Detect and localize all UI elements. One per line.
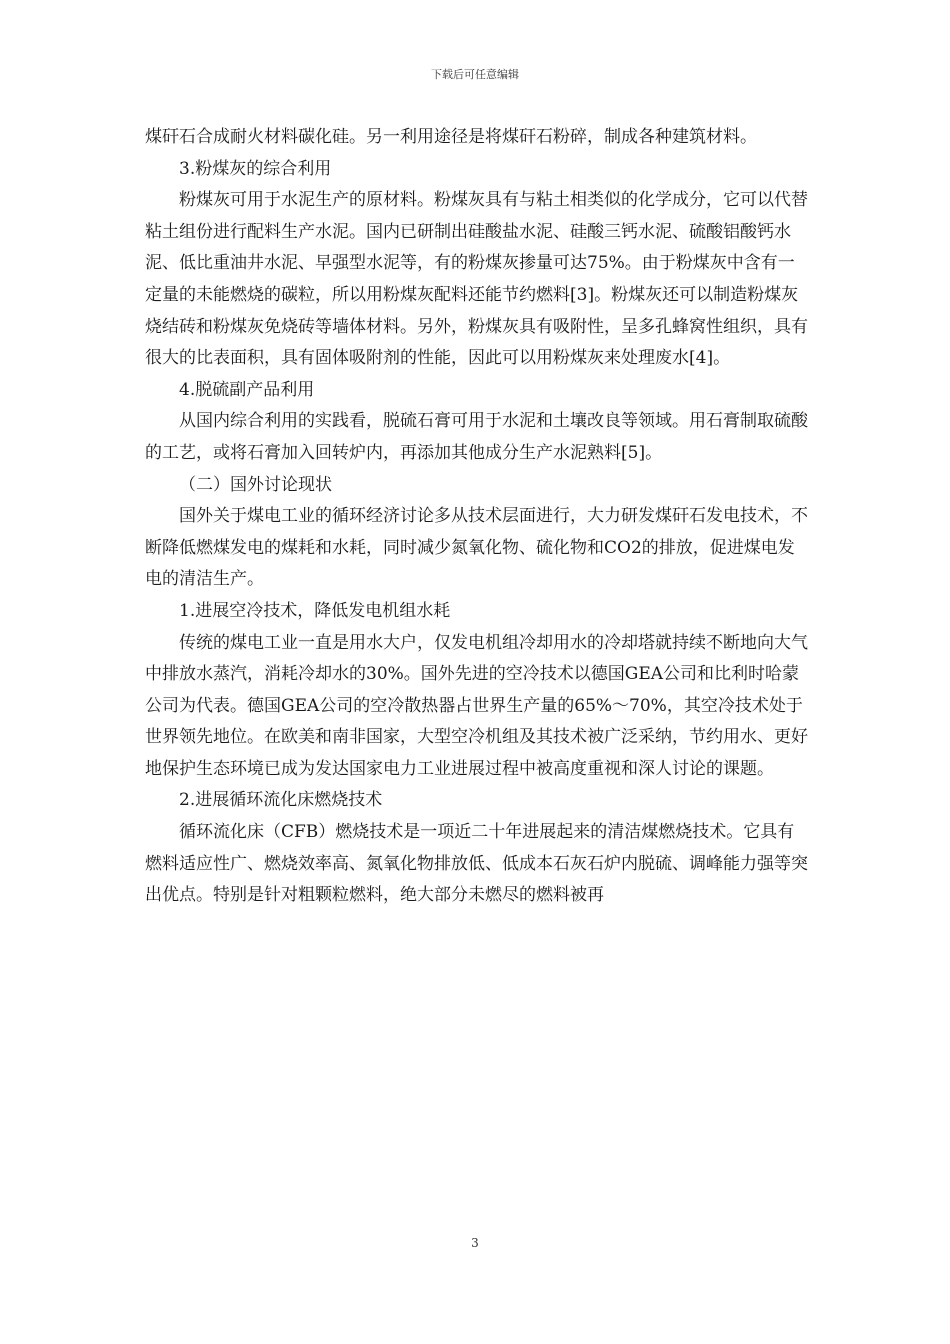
paragraph-desulfurization: 从国内综合利用的实践看，脱硫石膏可用于水泥和土壤改良等领域。用石膏制取硫酸的工艺，或将石膏加入回转炉内，再添加其他成分生产水泥熟料[5]。 xyxy=(145,411,808,463)
paragraph-cfb: 循环流化床（CFB）燃烧技术是一项近二十年进展起来的清洁煤燃烧技术。它具有燃料适应性广、燃烧效率高、氮氧化物排放低、低成本石灰石炉内脱硫、调峰能力强等突出优点。特别是针对粗颗粒燃料，绝大部分未燃尽的燃料被再 xyxy=(145,822,808,906)
page-number: 3 xyxy=(471,1236,479,1250)
document-body xyxy=(145,122,810,912)
section-heading-fly-ash: 3.粉煤灰的综合利用 xyxy=(179,158,332,179)
section-heading-desulfurization: 4.脱硫副产品利用 xyxy=(179,379,315,400)
paragraph-foreign-research: 国外关于煤电工业的循环经济讨论多从技术层面进行，大力研发煤矸石发电技术，不断降低燃煤发电的煤耗和水耗，同时减少氮氧化物、硫化物和CO2的排放，促进煤电发电的清洁生产。 xyxy=(145,506,808,590)
page-header: 下载后可任意编辑 xyxy=(431,68,519,81)
section-heading-air-cooling: 1.进展空冷技术，降低发电机组水耗 xyxy=(179,600,451,621)
section-heading-cfb: 2.进展循环流化床燃烧技术 xyxy=(179,790,383,811)
section-heading-foreign-research: （二）国外讨论现状 xyxy=(179,474,332,495)
paragraph-air-cooling: 传统的煤电工业一直是用水大户，仅发电机组冷却用水的冷却塔就持续不断地向大气中排放水蒸汽，消耗冷却水的30%。国外先进的空冷技术以德国GEA公司和比利时哈蒙公司为代表。德国GEA公司的空冷散热器占世界生产量的65%～70%，其空冷技术处于世界领先地位。在欧美和南非国家，大型空冷机组及其技术被广泛采纳，节约用水、更好地保护生态环境已成为发达国家电力工业进展过程中被高度重视和深人讨论的课题。 xyxy=(145,632,808,779)
paragraph-fly-ash: 粉煤灰可用于水泥生产的原材料。粉煤灰具有与粘土相类似的化学成分，它可以代替粘土组份进行配料生产水泥。国内已研制出硅酸盐水泥、硅酸三钙水泥、硫酸铝酸钙水泥、低比重油井水泥、早强型水泥等，有的粉煤灰掺量可达75%。由于粉煤灰中含有一定量的未能燃烧的碳粒，所以用粉煤灰配料还能节约燃料[3]。粉煤灰还可以制造粉煤灰烧结砖和粉煤灰免烧砖等墙体材料。另外，粉煤灰具有吸附性，呈多孔蜂窝性组织，具有很大的比表面积，具有固体吸附剂的性能，因此可以用粉煤灰来处理废水[4]。 xyxy=(145,190,808,369)
paragraph-continuation: 煤矸石合成耐火材料碳化硅。另一利用途径是将煤矸石粉碎，制成各种建筑材料。 xyxy=(145,127,757,147)
